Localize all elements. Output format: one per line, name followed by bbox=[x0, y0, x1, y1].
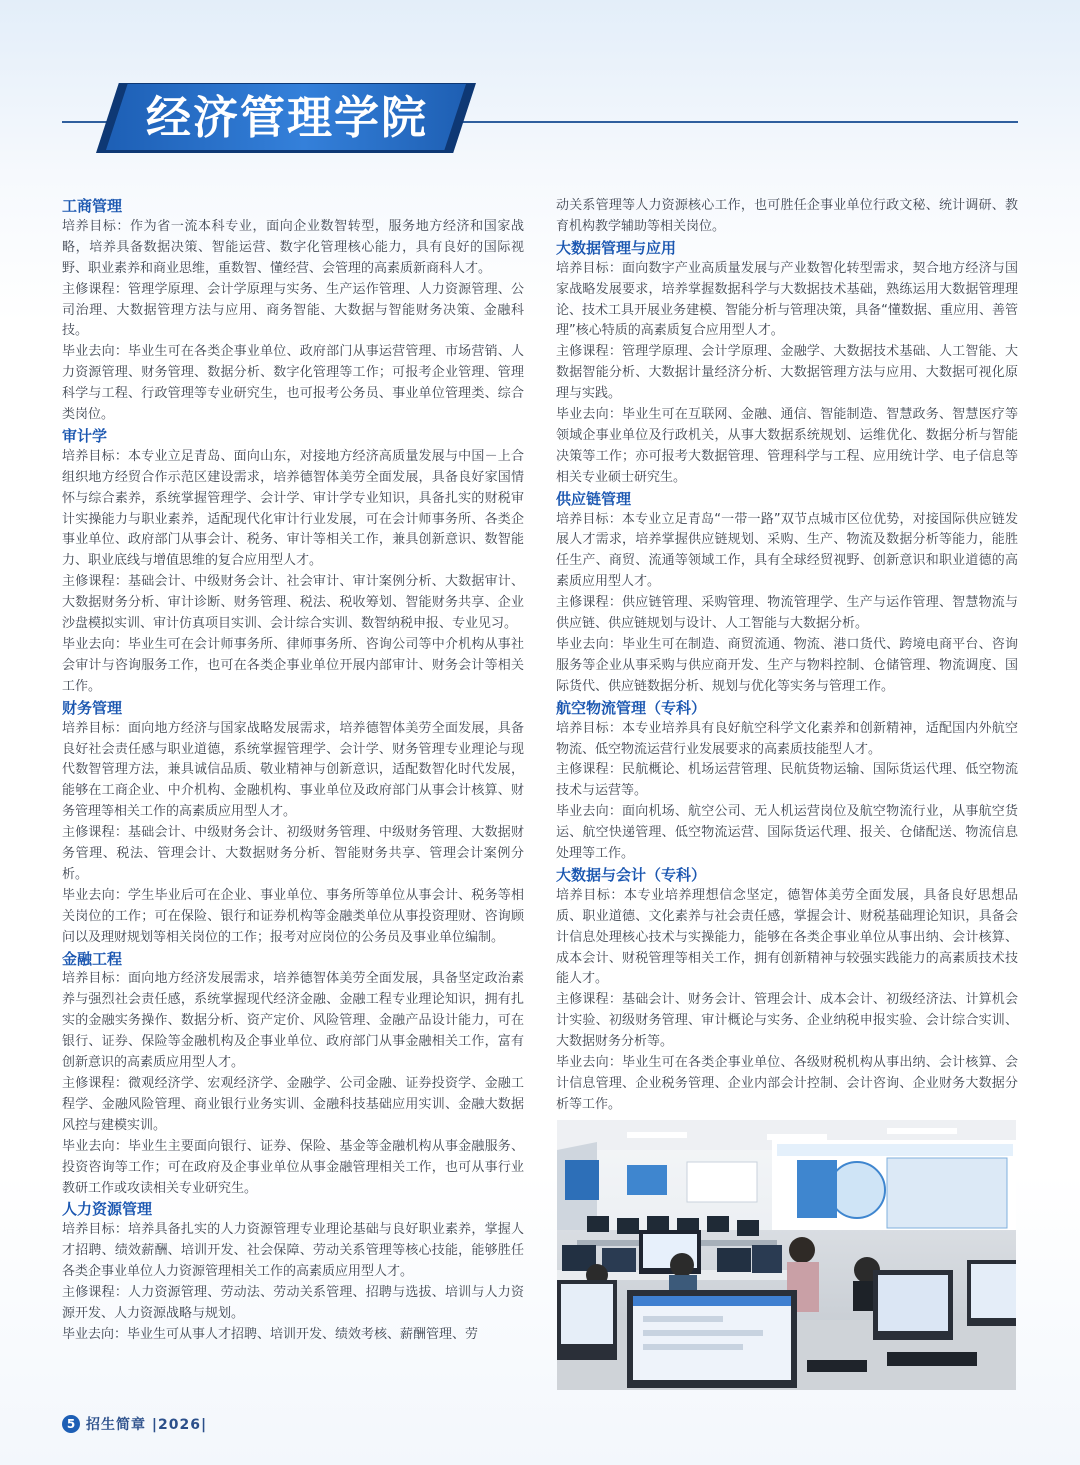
computer-lab-photo bbox=[557, 1120, 1016, 1390]
section-career: 毕业去向：毕业生主要面向银行、证券、保险、基金等金融机构从事金融服务、投资咨询等工作；可在政府及企事业单位从事金融管理相关工作，也可从事行业教研工作或攻读相关专业研究生。 bbox=[62, 1138, 524, 1196]
section-title: 审计学 bbox=[62, 426, 108, 445]
section-career: 毕业去向：毕业生可在各类企事业单位、各级财税机构从事出纳、会计核算、会计信息管理、企业税务管理、企业内部会计控制、会计咨询、企业财务大数据分析等工作。 bbox=[556, 1055, 1018, 1112]
section-financial-engineering bbox=[62, 949, 524, 1200]
section-human-resources bbox=[62, 1199, 524, 1345]
section-business-admin bbox=[62, 196, 524, 426]
section-title: 航空物流管理（专科） bbox=[556, 698, 707, 717]
section-financial-management bbox=[62, 698, 524, 949]
section-aviation-logistics bbox=[556, 698, 1018, 865]
section-courses: 主修课程：管理学原理、会计学原理、金融学、大数据技术基础、人工智能、大数据智能分析、大数据计量经济分析、大数据管理方法与应用、大数据可视化原理与实践。 bbox=[556, 344, 1018, 402]
section-goal: 培养目标：本专业培养理想信念坚定，德智体美劳全面发展，具备良好思想品质、职业道德、文化素养与社会责任感，掌握会计、财税基础理论知识，具备会计信息处理核心技术与实操能力，能够在各类企事业单位从事出纳、会计核算、成本会计、财税管理等相关工作，拥有创新精神与较强实践能力的高素质技术技能人才。 bbox=[556, 887, 1018, 987]
right-column bbox=[556, 196, 1018, 1116]
section-career: 毕业去向：毕业生可在会计师事务所、律师事务所、咨询公司等中介机构从事社会审计与咨询服务工作，也可在各类企事业单位开展内部审计、财务会计等相关工作。 bbox=[62, 637, 524, 694]
section-title: 财务管理 bbox=[62, 698, 123, 717]
section-big-data-accounting bbox=[556, 865, 1018, 1116]
section-title: 大数据管理与应用 bbox=[556, 238, 677, 257]
section-courses: 主修课程：基础会计、中级财务会计、社会审计、审计案例分析、大数据审计、大数据财务分析、审计诊断、财务管理、税法、税收筹划、智能财务共享、企业沙盘模拟实训、审计仿真项目实训、会计综合实训、数智纳税申报、专业见习。 bbox=[62, 574, 524, 632]
page-footer bbox=[62, 1414, 207, 1434]
section-title: 金融工程 bbox=[62, 949, 123, 968]
section-courses: 主修课程：管理学原理、会计学原理与实务、生产运作管理、人力资源管理、公司治理、大数据管理方法与应用、商务智能、大数据与智能财务决策、金融科技。 bbox=[62, 281, 524, 339]
section-courses: 主修课程：民航概论、机场运营管理、民航货物运输、国际货运代理、低空物流技术与运营等。 bbox=[556, 762, 1018, 799]
section-goal: 培养目标：面向地方经济发展需求，培养德智体美劳全面发展，具备坚定政治素养与强烈社会责任感，系统掌握现代经济金融、金融工程专业理论知识，拥有扎实的金融实务操作、数据分析、资产定价、风险管理、金融产品设计能力，可在银行、证券、保险等金融机构及企事业单位、政府部门从事金融相关工作，富有创新意识的高素质应用型人才。 bbox=[62, 971, 524, 1071]
section-supply-chain bbox=[556, 489, 1018, 698]
section-big-data-management bbox=[556, 238, 1018, 489]
section-career: 毕业去向：面向机场、航空公司、无人机运营岗位及航空物流行业，从事航空货运、航空快递管理、低空物流运营、国际货运代理、报关、仓储配送、物流信息处理等工作。 bbox=[556, 804, 1018, 862]
section-goal: 培养目标：本专业立足青岛“一带一路”双节点城市区位优势，对接国际供应链发展人才需求，培养掌握供应链规划、采购、生产、物流及数据分析等能力，能胜任生产、商贸、流通等领域工作，具有全球经贸视野、创新意识和职业道德的高素质应用型人才。 bbox=[556, 511, 1018, 590]
section-career: 毕业去向：毕业生可在制造、商贸流通、物流、港口货代、跨境电商平台、咨询服务等企业从事采购与供应商开发、生产与物料控制、仓储管理、物流调度、国际货代、供应链数据分析、规划与优化等实务与管理工作。 bbox=[556, 637, 1018, 694]
section-courses: 主修课程：微观经济学、宏观经济学、金融学、公司金融、证券投资学、金融工程学、金融风险管理、商业银行业务实训、金融科技基础应用实训、金融大数据风控与建模实训。 bbox=[62, 1076, 524, 1133]
section-goal: 培养目标：面向地方经济与国家战略发展需求，培养德智体美劳全面发展，具备良好社会责任感与职业道德，系统掌握管理学、会计学、财务管理专业理论与现代数智管理方法，兼具诚信品质、敬业精神与创新意识，适配数智化时代发展，能够在工商企业、中介机构、金融机构、事业单位及政府部门从事会计核算、财务管理等相关工作的高素质应用型人才。 bbox=[62, 720, 524, 820]
section-courses: 主修课程：供应链管理、采购管理、物流管理学、生产与运作管理、智慧物流与供应链、供应链规划与设计、人工智能与大数据分析。 bbox=[556, 595, 1018, 632]
section-title: 供应链管理 bbox=[556, 489, 632, 508]
left-column bbox=[62, 196, 524, 1346]
section-career: 毕业去向：学生毕业后可在企业、事业单位、事务所等单位从事会计、税务等相关岗位的工作；可在保险、银行和证券机构等金融类单位从事投资理财、咨询顾问以及理财规划等相关岗位的工作；报考对应岗位的公务员及事业单位编制。 bbox=[62, 887, 524, 945]
page-number: 5 bbox=[62, 1415, 80, 1433]
section-courses: 主修课程：基础会计、中级财务会计、初级财务管理、中级财务管理、大数据财务管理、税法、管理会计、大数据财务分析、智能财务共享、管理会计案例分析。 bbox=[62, 825, 524, 882]
section-title: 大数据与会计（专科） bbox=[556, 865, 707, 884]
section-goal: 培养目标：面向数字产业高质量发展与产业数智化转型需求，契合地方经济与国家战略发展要求，培养掌握数据科学与大数据技术基础，熟练运用大数据管理理论、技术工具开展业务建模、智能分析与管理决策，具备“懂数据、重应用、善管理”核心特质的高素质复合应用型人才。 bbox=[556, 260, 1018, 339]
section-title: 工商管理 bbox=[62, 197, 123, 215]
section-career: 毕业去向：毕业生可从事人才招聘、培训开发、绩效考核、薪酬管理、劳 bbox=[62, 1326, 479, 1342]
section-career: 毕业去向：毕业生可在各类企事业单位、政府部门从事运营管理、市场营销、人力资源管理、财务管理、数据分析、数字化管理等工作；可报考企业管理、管理科学与工程、行政管理等专业研究生，也可报考公务员、事业单位管理类、综合类岗位。 bbox=[62, 344, 524, 423]
page-title: 经济管理学院 bbox=[146, 91, 429, 144]
section-goal: 培养目标：本专业立足青岛、面向山东，对接地方经济高质量发展与中国－上合组织地方经贸合作示范区建设需求，培养德智体美劳全面发展，具备良好家国情怀与综合素养，系统掌握管理学、会计学、审计学专业知识，具备扎实的财税审计实操能力与职业素养，适配现代化审计行业发展，可在会计师事务所、各类企事业单位、政府部门从事会计、税务、审计等相关工作，兼具创新意识、数智能力、职业底线与增值思维的复合应用型人才。 bbox=[62, 448, 524, 569]
section-goal: 培养目标：培养具备扎实的人力资源管理专业理论基础与良好职业素养，掌握人才招聘、绩效薪酬、培训开发、社会保障、劳动关系管理等核心技能，能够胜任各类企事业单位人力资源管理相关工作的高素质应用型人才。 bbox=[62, 1222, 524, 1280]
section-courses: 主修课程：人力资源管理、劳动法、劳动关系管理、招聘与选拔、培训与人力资源开发、人力资源战略与规划。 bbox=[62, 1285, 524, 1321]
section-auditing bbox=[62, 426, 524, 698]
section-goal: 培养目标：本专业培养具有良好航空科学文化素养和创新精神，适配国内外航空物流、低空物流运营行业发展要求的高素质技能型人才。 bbox=[556, 720, 1018, 757]
section-hr-continued bbox=[556, 196, 1018, 238]
section-courses: 主修课程：基础会计、财务会计、管理会计、成本会计、初级经济法、计算机会计实验、初级财务管理、审计概论与实务、企业纳税申报实验、会计综合实训、大数据财务分析等。 bbox=[556, 992, 1018, 1050]
section-goal: 培养目标：作为省一流本科专业，面向企业数智转型，服务地方经济和国家战略，培养具备数据决策、智能运营、数字化管理核心能力，具有良好的国际视野、职业素养和商业思维，重数智、懂经营、会管理的高素质新商科人才。 bbox=[62, 218, 524, 276]
computer-lab-illustration bbox=[557, 1120, 1016, 1390]
section-career: 毕业去向：毕业生可在互联网、金融、通信、智能制造、智慧政务、智慧医疗等领域企事业单位及行政机关，从事大数据系统规划、运维优化、数据分析与智能决策等工作；亦可报考大数据管理、管理科学与工程、应用统计学、电子信息等相关专业硕士研究生。 bbox=[556, 407, 1018, 485]
footer-label: 招生简章 |2026| bbox=[86, 1417, 208, 1433]
section-career-continued: 动关系管理等人力资源核心工作，也可胜任企事业单位行政文秘、统计调研、教育机构教学辅助等相关岗位。 bbox=[556, 198, 1018, 234]
section-title: 人力资源管理 bbox=[62, 1200, 153, 1219]
